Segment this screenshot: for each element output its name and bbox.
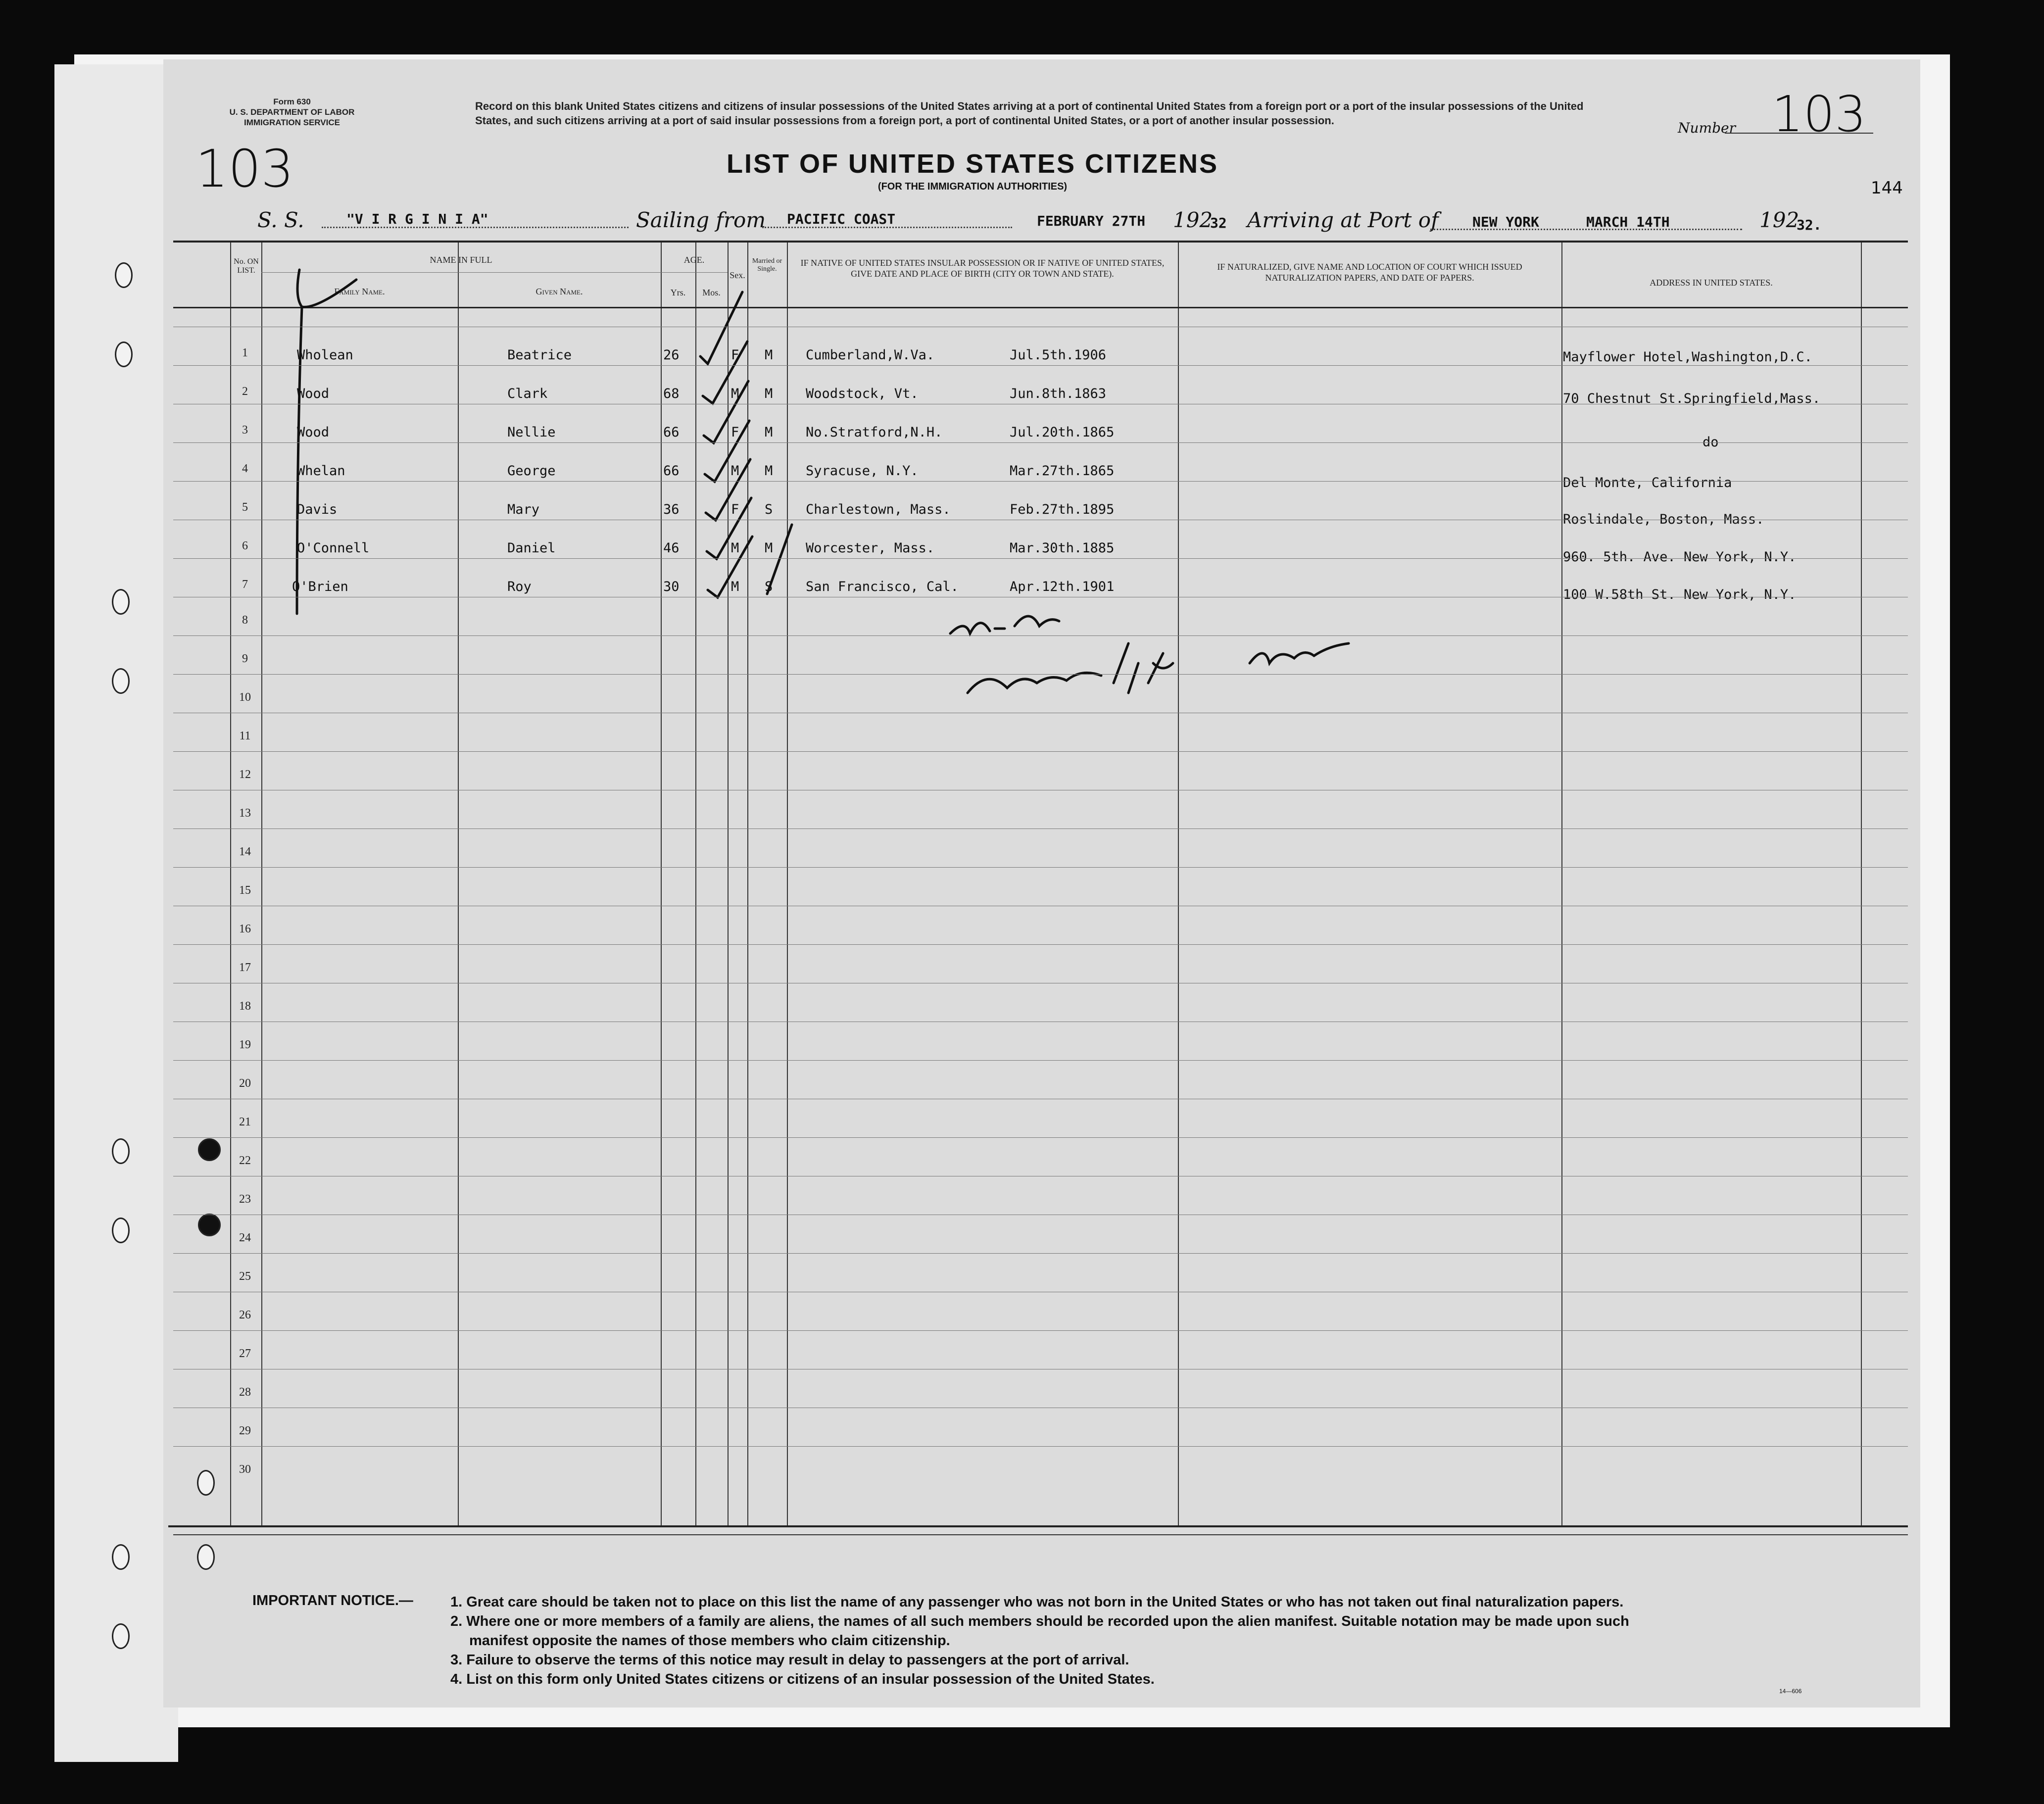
- row-number: 19: [239, 1038, 251, 1051]
- address: Del Monte, California: [1563, 475, 1732, 490]
- row-number: 21: [239, 1116, 251, 1128]
- address: Mayflower Hotel,Washington,D.C.: [1563, 349, 1812, 365]
- col-header-sex: Sex.: [730, 270, 745, 280]
- row-rule: [173, 1253, 1908, 1254]
- col-header-mos: Mos.: [702, 288, 721, 297]
- notice-items: [450, 1593, 1871, 1689]
- birth-date: Jul.5th.1906: [1010, 347, 1107, 363]
- address: do: [1703, 435, 1719, 450]
- ss-label: S. S.: [257, 208, 304, 232]
- row-number: 22: [239, 1154, 251, 1167]
- arrival-date: MARCH 14TH: [1586, 214, 1670, 230]
- row-rule: [173, 481, 1908, 482]
- row-rule: [173, 635, 1908, 636]
- sex: M: [731, 540, 739, 556]
- row-rule: [173, 1060, 1908, 1061]
- family-name: Wood: [297, 386, 330, 401]
- birth-place: Woodstock, Vt.: [806, 386, 919, 401]
- row-number: 26: [239, 1309, 251, 1321]
- age-years: 26: [663, 347, 680, 363]
- row-number: 23: [239, 1193, 251, 1206]
- age-years: 36: [663, 502, 680, 517]
- row-number: 14: [239, 845, 251, 858]
- marital-status: M: [765, 540, 773, 556]
- row-number: 11: [239, 730, 251, 742]
- row-rule: [173, 751, 1908, 752]
- row-number: 2: [242, 385, 248, 398]
- check-mark: [767, 525, 792, 594]
- notice-item-4: 4. List on this form only United States citizens or citizens of an insular possession of the United States.: [450, 1671, 1155, 1687]
- row-number: 30: [239, 1463, 251, 1476]
- birth-date: Jul.20th.1865: [1010, 425, 1115, 440]
- page-number: 144: [1871, 178, 1903, 198]
- row-number: 10: [239, 691, 251, 704]
- inspector-note: [950, 616, 1349, 693]
- col-header-name: NAME IN FULL: [430, 255, 492, 265]
- page-subtitle: (FOR THE IMMIGRATION AUTHORITIES): [877, 181, 1068, 192]
- row-number: 3: [242, 424, 248, 437]
- birth-place: Syracuse, N.Y.: [806, 463, 919, 479]
- row-rule: [173, 1446, 1908, 1447]
- row-number: 15: [239, 884, 251, 897]
- check-mark: [700, 292, 742, 364]
- col-header-naturalized: IF NATURALIZED, GIVE NAME AND LOCATION OF COURT WHICH ISSUED NATURALIZATION PAPERS, AND DATE OF PAPERS.: [1217, 262, 1522, 283]
- row-number: 27: [239, 1347, 251, 1360]
- birth-place: San Francisco, Cal.: [806, 579, 959, 594]
- row-number: 5: [242, 501, 248, 514]
- depart-year-prefix: 192: [1173, 208, 1213, 232]
- row-number: 28: [239, 1386, 251, 1399]
- notice-item-2a: 2. Where one or more members of a family are aliens, the names of all such members should be recorded upon the alien manifest. Suitable notation may be made upon such: [450, 1613, 1629, 1629]
- given-name: Mary: [507, 502, 540, 517]
- family-name: Davis: [297, 502, 338, 517]
- sex: F: [731, 347, 739, 363]
- row-number: 7: [242, 578, 248, 591]
- sex: F: [731, 502, 739, 517]
- given-name: Clark: [507, 386, 548, 401]
- sailing-from: PACIFIC COAST: [787, 211, 896, 227]
- birth-date: Feb.27th.1895: [1010, 502, 1115, 517]
- given-name: Beatrice: [507, 347, 572, 363]
- age-years: 68: [663, 386, 680, 401]
- row-rule: [173, 442, 1908, 443]
- notice-item-2b: manifest opposite the names of those members who claim citizenship.: [469, 1633, 950, 1649]
- birth-date: Apr.12th.1901: [1010, 579, 1115, 594]
- given-name: Daniel: [507, 540, 556, 556]
- row-rule: [173, 365, 1908, 366]
- arriving-label: Arriving at Port of: [1247, 208, 1439, 232]
- row-number: 1: [242, 346, 248, 359]
- birth-date: Jun.8th.1863: [1010, 386, 1107, 401]
- col-header-no: No. ON LIST.: [234, 257, 259, 275]
- sailing-label: Sailing from: [636, 208, 766, 232]
- form-code: 14—606: [1779, 1688, 1802, 1695]
- given-name: Nellie: [507, 425, 556, 440]
- address: Roslindale, Boston, Mass.: [1563, 512, 1764, 527]
- given-name: Roy: [507, 579, 532, 594]
- age-years: 66: [663, 463, 680, 479]
- footer-rule: [173, 1534, 1908, 1535]
- ship-name: "V I R G I N I A": [346, 211, 488, 227]
- given-name: George: [507, 463, 556, 479]
- page-title: LIST OF UNITED STATES CITIZENS: [727, 149, 1218, 179]
- family-name: O'Connell: [297, 540, 370, 556]
- family-name: O'Brien: [292, 579, 348, 594]
- row-rule: [173, 867, 1908, 868]
- handwritten-number: 103: [195, 139, 294, 199]
- row-number: 9: [242, 652, 248, 665]
- age-years: 30: [663, 579, 680, 594]
- family-name: Wholean: [297, 347, 353, 363]
- department: U. S. DEPARTMENT OF LABOR: [229, 107, 355, 117]
- row-number: 13: [239, 807, 251, 820]
- row-number: 29: [239, 1424, 251, 1437]
- marital-status: M: [765, 463, 773, 479]
- birth-place: Worcester, Mass.: [806, 540, 935, 556]
- row-number: 8: [242, 614, 248, 627]
- marital-status: S: [765, 579, 773, 594]
- row-rule: [173, 674, 1908, 675]
- instructions-text: Record on this blank United States citizens and citizens of insular possessions of the United States arriving at a port of continental United States from a foreign port or a port of the insular possessions of the United States, and such citizens arriving at a port of said insular possessions from a foreign port, a port of continental United States, or a port of another insular possession.: [475, 100, 1584, 127]
- col-header-given: Given Name.: [535, 287, 583, 296]
- birth-place: Cumberland,W.Va.: [806, 347, 935, 363]
- depart-date: FEBRUARY 27TH: [1037, 213, 1146, 229]
- row-number: 24: [239, 1231, 251, 1244]
- form-number: Form 630: [273, 97, 311, 106]
- service: IMMIGRATION SERVICE: [244, 118, 340, 127]
- arrival-port: NEW YORK: [1472, 214, 1539, 230]
- col-header-married: Married or Single.: [752, 257, 782, 273]
- row-rule: [173, 944, 1908, 945]
- row-number: 12: [239, 768, 251, 781]
- sex: M: [731, 463, 739, 479]
- family-name: Whelan: [297, 463, 345, 479]
- age-years: 66: [663, 425, 680, 440]
- marital-status: M: [765, 386, 773, 401]
- number-value: 103: [1772, 85, 1866, 143]
- arrive-year-prefix: 192: [1759, 208, 1800, 232]
- birth-date: Mar.27th.1865: [1010, 463, 1115, 479]
- address: 70 Chestnut St.Springfield,Mass.: [1563, 391, 1821, 406]
- notice-item-3: 3. Failure to observe the terms of this notice may result in delay to passengers at the port of arrival.: [450, 1652, 1129, 1668]
- row-number: 18: [239, 1000, 251, 1013]
- col-header-birth: IF NATIVE OF UNITED STATES INSULAR POSSESSION OR IF NATIVE OF UNITED STATES, GIVE DATE AND PLACE OF BIRTH (CITY OR TOWN AND STATE).: [800, 258, 1165, 279]
- row-number: 16: [239, 923, 251, 935]
- row-number: 17: [239, 961, 251, 974]
- col-header-address: ADDRESS IN UNITED STATES.: [1650, 278, 1773, 288]
- marital-status: M: [765, 425, 773, 440]
- sex: M: [731, 386, 739, 401]
- check-mark: [708, 536, 752, 597]
- bracket-mark: [297, 270, 356, 614]
- number-label: Number: [1678, 120, 1736, 136]
- row-rule: [173, 1330, 1908, 1331]
- notice-item-1: 1. Great care should be taken not to place on this list the name of any passenger who was not born in the United States or who has not taken out final naturalization papers.: [450, 1594, 1624, 1610]
- address: 100 W.58th St. New York, N.Y.: [1563, 587, 1797, 602]
- row-number: 25: [239, 1270, 251, 1283]
- address: 960. 5th. Ave. New York, N.Y.: [1563, 549, 1797, 565]
- marital-status: S: [765, 502, 773, 517]
- row-rule: [173, 558, 1908, 559]
- col-header-family: Family Name.: [334, 287, 385, 296]
- col-header-age: AGE.: [683, 255, 705, 265]
- row-rule: [173, 1137, 1908, 1138]
- birth-place: No.Stratford,N.H.: [806, 425, 943, 440]
- family-name: Wood: [297, 425, 330, 440]
- row-number: 4: [242, 462, 248, 475]
- notice-title: IMPORTANT NOTICE.—: [252, 1593, 413, 1609]
- age-years: 46: [663, 540, 680, 556]
- birth-date: Mar.30th.1885: [1010, 540, 1115, 556]
- sex: M: [731, 579, 739, 594]
- row-number: 6: [242, 539, 248, 552]
- marital-status: M: [765, 347, 773, 363]
- depart-year-suffix: 32: [1210, 215, 1227, 231]
- arrive-year-suffix: 32.: [1797, 217, 1822, 233]
- sex: F: [731, 425, 739, 440]
- row-number: 20: [239, 1077, 251, 1090]
- birth-place: Charlestown, Mass.: [806, 502, 951, 517]
- col-header-yrs: Yrs.: [670, 288, 686, 297]
